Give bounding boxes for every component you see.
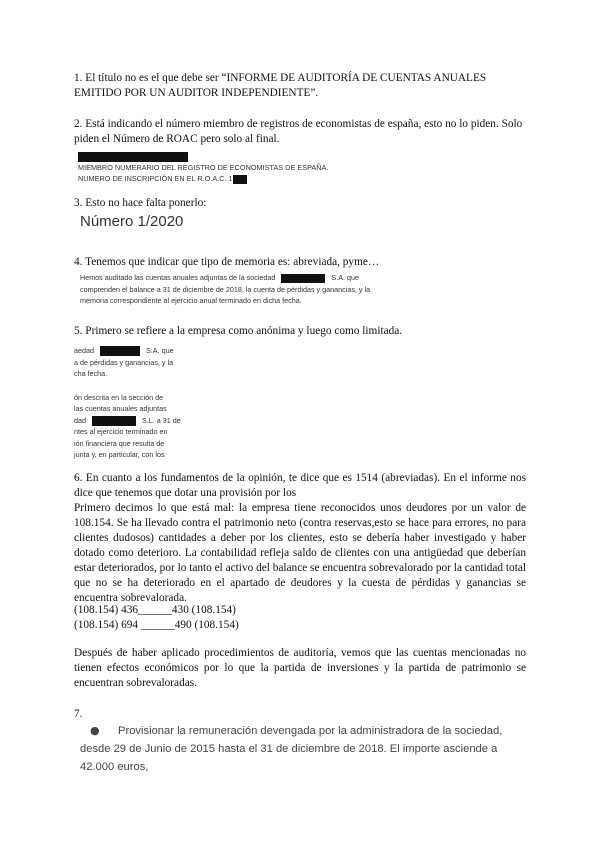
journal-entry-2: (108.154) 694 ______490 (108.154) xyxy=(74,619,239,631)
item-5-company-type: 5. Primero se refiere a la empresa como anónima y luego como limitada. xyxy=(74,325,403,337)
item-6-intro: 6. En cuanto a los fundamentos de la opinión, te dice que es 1514 (abreviadas). En el informe nos dice que tenemos que dotar una provisión por los xyxy=(74,472,526,499)
scope-line-1b: S.A. que xyxy=(331,273,359,282)
redacted-company-bar xyxy=(281,274,325,283)
item-1-title-issue: 1. El título no es el que debe ser “INFORME DE AUDITORÍA DE CUENTAS ANUALES EMITIDO POR UN AUDITOR INDEPENDIENTE”. xyxy=(74,72,487,99)
item-2-registry-issue: 2. Está indicando el número miembro de registros de economistas de españa, esto no lo piden. Solo piden el Número de ROAC pero solo al final. xyxy=(74,118,523,145)
redacted-name-bar xyxy=(78,152,188,162)
scope-line-3: memoria correspondiente al ejercicio anual terminado en dicha fecha. xyxy=(80,296,302,305)
excerpt5-line-1a: aedad xyxy=(74,346,94,355)
excerpt5-line-5: las cuentas anuales adjuntas xyxy=(74,404,167,413)
item-3-number-issue: 3. Esto no hace falta ponerlo: xyxy=(74,197,207,209)
scope-line-1a: Hemos auditado las cuentas anuales adjuntas de la sociedad xyxy=(80,273,276,282)
item-4-memory-type: 4. Tenemos que indicar que tipo de memoria es: abreviada, pyme… xyxy=(74,256,380,268)
registry-line-1: MIEMBRO NUMERARIO DEL REGISTRO DE ECONOMISTAS DE ESPAÑA. xyxy=(78,163,329,172)
bullet-icon: ● xyxy=(90,724,100,737)
company-type-excerpt-image xyxy=(74,345,182,461)
report-number-excerpt: Número 1/2020 xyxy=(80,213,184,230)
item-7-heading: 7. xyxy=(74,708,83,720)
journal-entry-1: (108.154) 436______430 (108.154) xyxy=(74,604,236,616)
excerpt5-line-8: ión financiera que resulta de xyxy=(74,438,165,448)
redacted-company-bar xyxy=(92,416,136,426)
audit-scope-excerpt-image xyxy=(80,272,406,307)
excerpt5-line-4: ón descrita en la sección de xyxy=(74,392,164,402)
excerpt5-line-2: a de pérdidas y ganancias, y la xyxy=(74,357,174,367)
excerpt5-line-3: cha fecha. xyxy=(74,369,108,378)
item-6-body: Primero decimos lo que está mal: la empresa tiene reconocidos unos deudores por un valor de 108.154. Se ha llevado contra el patrimonio neto (contra reservas,esto se hace para errores, no para clientes dudosos) cantidades a deber por los clientes, esto se debería haber investigado y haber dotado como deterioro. La contabilidad refleja saldo de clientes con una antigüedad que deberían estar deteriorados, por lo tanto el activo del balance se encuentra sobrevalorado por la cantidad total que no se ha deteriorado en el apartado de deudores y la cuesta de pérdidas y ganancias se encuentra sobrevalorada. xyxy=(74,502,526,604)
excerpt5-line-6b: S.L. a 31 de xyxy=(142,415,181,425)
excerpt5-line-9: junta y, en particular, con los xyxy=(74,450,165,459)
item-7-bullet-text: Provisionar la remuneración devengada por la administradora de la sociedad, desde 29 de Junio de 2015 hasta el 31 de diciembre de 2018. El importe asciende a 42.000 euros, xyxy=(80,725,503,773)
scope-line-2: comprenden el balance a 31 de diciembre de 2018, la cuenta de pérdidas y ganancias, y la xyxy=(80,284,371,294)
excerpt5-line-7: ntes al ejercicio terminado en xyxy=(74,427,168,436)
item-6-conclusion: Después de haber aplicado procedimientos de auditoría, vemos que las cuentas mencionadas no tienen efectos económicos por lo que la partida de inversiones y la partida de patrimonio se encuentran sobrevaloradas. xyxy=(74,647,526,689)
registry-line-2: NUMERO DE INSCRIPCIÓN EN EL R.O.A.C. 1 xyxy=(78,174,233,183)
redacted-number-bar xyxy=(233,175,247,184)
redacted-company-bar xyxy=(100,346,140,356)
excerpt5-line-6a: dad xyxy=(74,415,86,425)
excerpt5-line-1b: S.A. que xyxy=(146,346,174,355)
registry-excerpt-image xyxy=(78,152,338,184)
